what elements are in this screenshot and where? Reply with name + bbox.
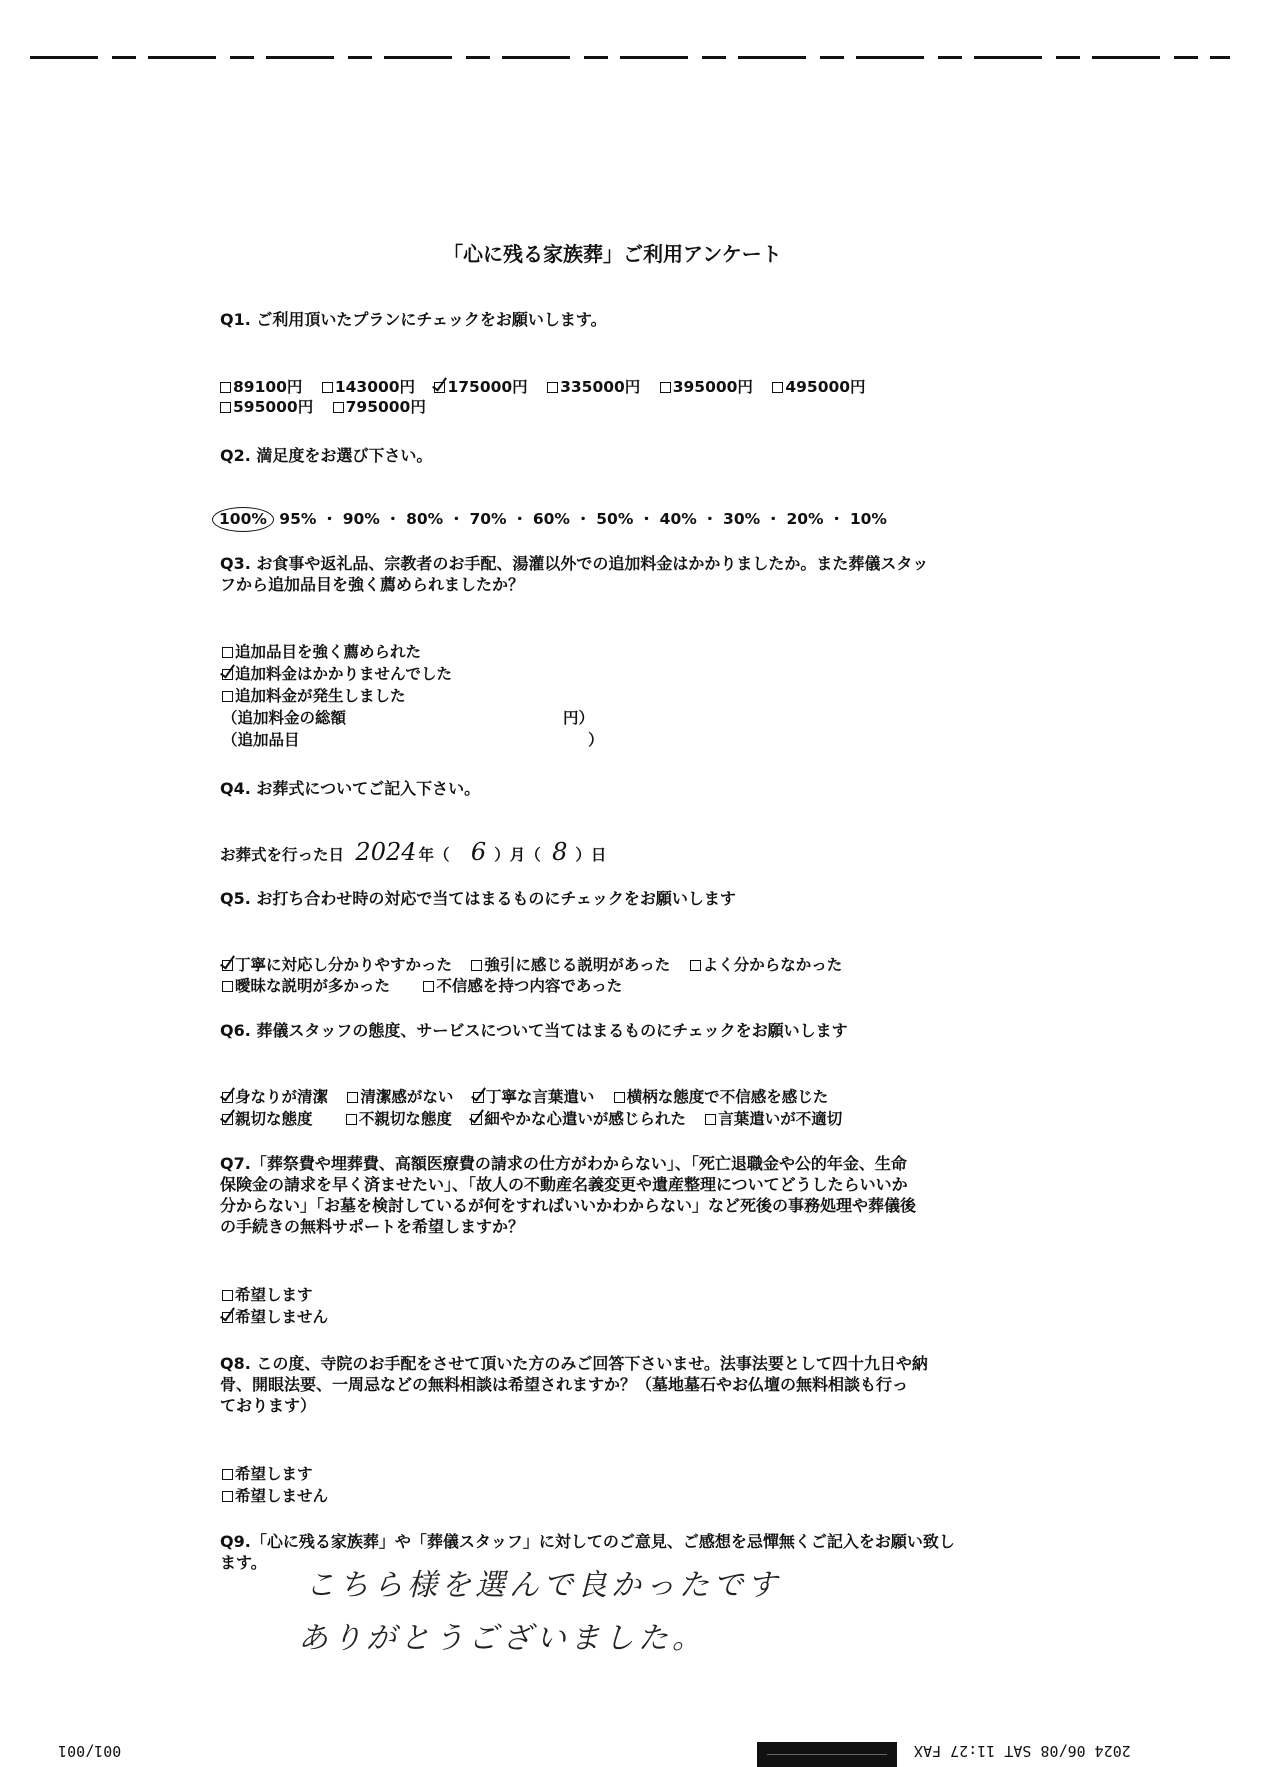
fax-page-counter: 001/001 [58,1742,122,1760]
q5-option-label: 不信感を持つ内容であった [436,977,623,995]
q6-option-label: 横柄な態度で不信感を感じた [626,1088,829,1106]
q4-date-row [220,838,607,866]
q6-question: Q6. 葬儀スタッフの態度、サービスについて当てはまるものにチェックをお願いします [220,1021,848,1040]
q9-handwritten-answer-line1[interactable]: こちら様を選んで良かったです [305,1568,781,1603]
q7-option-1 [222,1285,313,1306]
q5-options-row1 [222,955,842,976]
q3-option-label: 追加料金はかかりませんでした [235,665,453,683]
q9-handwritten-answer-line2[interactable]: ありがとうございました。 [298,1621,706,1656]
q3-option-label: 追加料金が発生しました [235,687,406,705]
q7-question-line2: 保険金の請求を早く済ませたい」、「故人の不動産名義変更や遺産整理についてどうしたらいいか [220,1175,908,1194]
q3-checkbox-2[interactable] [222,669,233,680]
q8-question-line3: ております） [220,1396,317,1415]
q6-checkbox-1[interactable] [222,1092,233,1103]
q5-options-row2 [222,976,622,997]
q8-question-line1: Q8. この度、寺院のお手配をさせて頂いた方のみご回答下さいませ。法事法要として四十九日や納 [220,1354,928,1373]
q2-selected-100[interactable]: 100% [212,507,274,532]
q8-option-2 [222,1486,328,1507]
q3-checkbox-3[interactable] [222,691,233,702]
q5-checkbox-4[interactable] [222,981,233,992]
q6-option-label: 不親切な態度 [358,1110,452,1128]
q6-checkbox-3[interactable] [473,1092,484,1103]
q1-checkbox-8[interactable] [333,402,344,413]
q3-amount-label: （追加料金の総額 [222,709,347,727]
q3-amount-suffix: 円） [563,709,595,727]
q3-option-1 [222,642,421,663]
q1-option-label: 143000円 [334,378,416,396]
q7-checkbox-2[interactable] [222,1312,233,1323]
q4-question: Q4. お葬式についてご記入下さい。 [220,779,481,798]
q3-items-suffix: ） [588,731,604,749]
q7-question-line4: の手続きの無料サポートを希望しますか？ [220,1217,525,1236]
q4-month-suffix: ）月（ [494,846,541,864]
q3-checkbox-1[interactable] [222,647,233,658]
q1-checkbox-7[interactable] [220,402,231,413]
fax-header-black-bar [757,1742,897,1767]
q8-option-label: 希望します [235,1465,313,1483]
q6-option-label: 親切な態度 [235,1110,313,1128]
q7-question-line1: Q7.「葬祭費や埋葬費、高額医療費の請求の仕方がわからない」、「死亡退職金や公的年金、生命 [220,1154,907,1173]
q8-question-line2: 骨、開眼法要、一周忌などの無料相談は希望されますか？（墓地墓石やお仏壇の無料相談も行っ [220,1375,909,1394]
q6-checkbox-5[interactable] [222,1114,233,1125]
q5-option-label: 曖昧な説明が多かった [235,977,391,995]
q1-options-row1 [220,377,866,398]
fax-transmission-header: 2024 06/08 SAT 11:27 FAX [914,1742,1131,1760]
q4-day-suffix: ）日 [575,846,607,864]
q1-checkbox-4[interactable] [547,382,558,393]
q5-checkbox-1[interactable] [222,960,233,971]
q3-question-line2: フから追加品目を強く薦められましたか？ [220,575,525,594]
q7-option-label: 希望しません [235,1308,329,1326]
q4-month-handwritten[interactable]: 6 [470,838,487,866]
fax-header-rule [30,56,1230,59]
q8-checkbox-2[interactable] [222,1491,233,1502]
q1-option-label: 175000円 [447,378,528,396]
q6-option-label: 身なりが清潔 [235,1088,329,1106]
q3-option-2 [222,664,452,685]
q1-checkbox-6[interactable] [772,382,783,393]
q1-checkbox-2[interactable] [322,382,333,393]
q2-question: Q2. 満足度をお選び下さい。 [220,446,433,465]
q8-checkbox-1[interactable] [222,1469,233,1480]
q1-option-label: 495000円 [785,378,866,396]
q5-option-label: よく分からなかった [702,956,843,974]
q6-options-row1 [222,1087,828,1108]
q6-option-label: 細やかな心遣いが感じられた [484,1110,686,1128]
q9-question-line1: Q9.「心に残る家族葬」や「葬儀スタッフ」に対してのご意見、ご感想を忌憚無くご記入をお願い致し [220,1532,955,1551]
q7-checkbox-1[interactable] [222,1290,233,1301]
q1-option-label: 89100円 [233,378,303,396]
q5-checkbox-3[interactable] [690,960,701,971]
q6-checkbox-6[interactable] [346,1114,357,1125]
q1-options-row2 [220,397,426,418]
q6-checkbox-4[interactable] [614,1092,625,1103]
q3-option-3 [222,686,406,707]
q7-option-2 [222,1307,328,1328]
q3-items-label: （追加品目 [222,731,300,749]
q4-year-suffix: 年（ [418,846,450,864]
q1-option-label: 795000円 [345,398,426,416]
q5-checkbox-5[interactable] [423,981,434,992]
q1-option-label: 395000円 [672,378,753,396]
q1-option-label: 335000円 [560,378,641,396]
q6-checkbox-8[interactable] [705,1114,716,1125]
q7-option-label: 希望します [235,1286,313,1304]
q5-question: Q5. お打ち合わせ時の対応で当てはまるものにチェックをお願いします [220,889,736,908]
q5-option-label: 強引に感じる説明があった [484,956,671,974]
q3-option-label: 追加品目を強く薦められた [235,643,422,661]
q4-date-label: お葬式を行った日 [220,846,345,864]
q1-checkbox-1[interactable] [220,382,231,393]
q6-checkbox-7[interactable] [471,1114,482,1125]
q6-option-label: 言葉遣いが不適切 [718,1110,843,1128]
q3-question-line1: Q3. お食事や返礼品、宗教者のお手配、湯灌以外での追加料金はかかりましたか。また葬儀スタッ [220,554,929,573]
q6-options-row2 [222,1109,842,1130]
q9-question-line2: ます。 [220,1553,267,1572]
q1-checkbox-3[interactable] [434,382,445,393]
q6-option-label: 清潔感がない [360,1088,454,1106]
q1-question: Q1. ご利用頂いたプランにチェックをお願いします。 [220,310,607,329]
q6-checkbox-2[interactable] [347,1092,358,1103]
q6-option-label: 丁寧な言葉遣い [485,1088,595,1106]
q7-question-line3: 分からない」「お墓を検討しているが何をすればいいかわからない」など死後の事務処理や葬儀後 [220,1196,917,1215]
q5-checkbox-2[interactable] [471,960,482,971]
q4-year-handwritten[interactable]: 2024 [355,838,417,866]
q5-option-label: 丁寧に対応し分かりやすかった [235,956,453,974]
q4-day-handwritten[interactable]: 8 [552,838,568,866]
q8-option-label: 希望しません [235,1487,329,1505]
survey-title: 「心に残る家族葬」ご利用アンケート [443,242,782,266]
q1-option-label: 595000円 [233,398,314,416]
q8-option-1 [222,1464,313,1485]
q1-checkbox-5[interactable] [660,382,671,393]
q2-scale [212,507,887,532]
q2-other-options: 95% ・ 90% ・ 80% ・ 70% ・ 60% ・ 50% ・ 40% ・ 30% ・ 20% ・ 10% [279,510,887,528]
